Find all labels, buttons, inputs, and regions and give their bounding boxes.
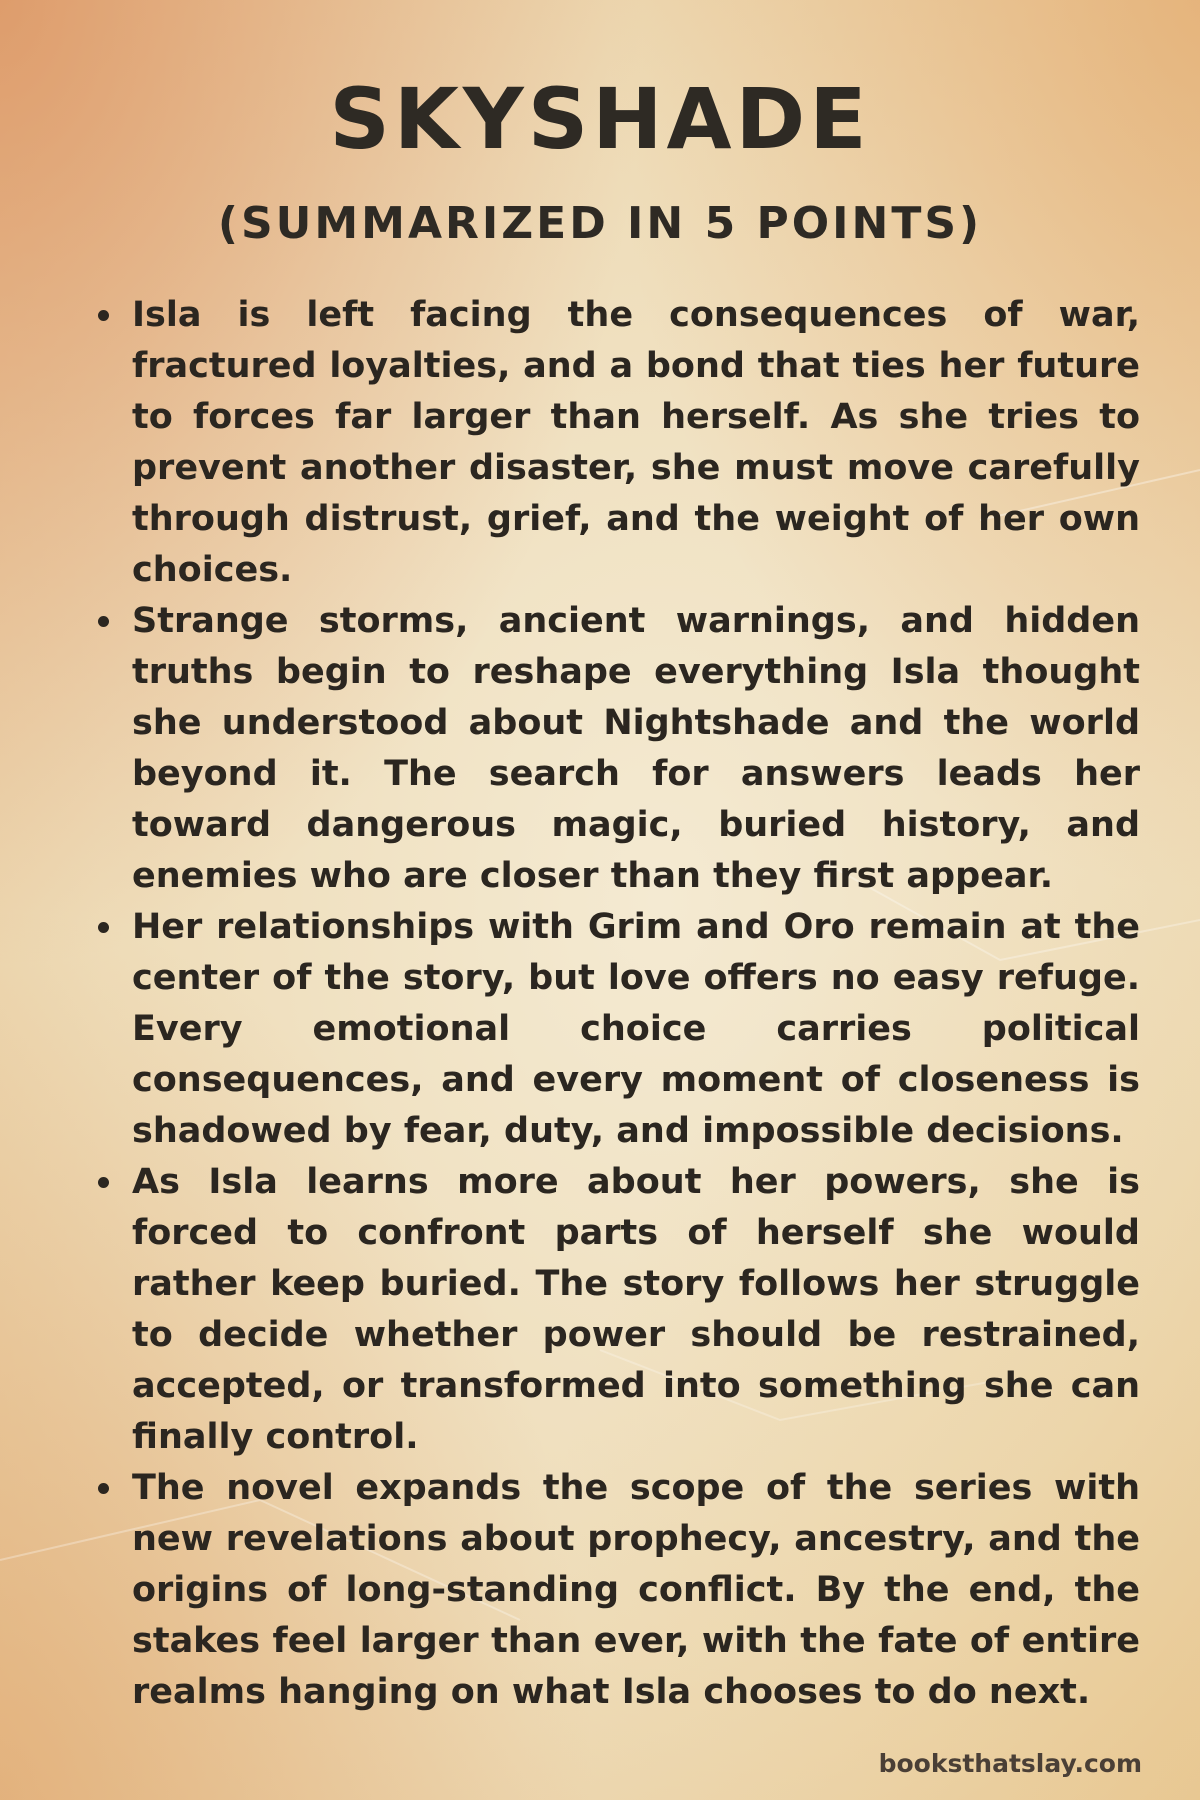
summary-point-text: Her relationships with Grim and Oro remain at the center of the story, but love offers no easy refuge. Every emotional choice carries political consequences, and every moment of closeness is shadowed by fear, duty, and impossible decisions. <box>132 907 1140 1151</box>
site-watermark: booksthatslay.com <box>878 1749 1142 1778</box>
bullet-icon <box>98 616 109 627</box>
summary-point-text: Isla is left facing the consequences of war, fractured loyalties, and a bond that ties her future to forces far larger than herself. As she tries to prevent another disaster, she must move carefully through distrust, grief, and the weight of her own choices. <box>132 295 1140 590</box>
page-title: SKYSHADE <box>329 70 871 168</box>
bullet-icon <box>98 1483 109 1494</box>
page-subtitle: (SUMMARIZED IN 5 POINTS) <box>217 198 983 249</box>
summary-point <box>90 1157 1140 1463</box>
summary-points-list <box>90 290 1140 1718</box>
summary-point <box>90 1463 1140 1718</box>
bullet-icon <box>98 1177 109 1188</box>
summary-point <box>90 596 1140 902</box>
summary-point <box>90 290 1140 596</box>
summary-point <box>90 902 1140 1157</box>
bullet-icon <box>98 310 109 321</box>
bullet-icon <box>98 922 109 933</box>
summary-point-text: As Isla learns more about her powers, she is forced to confront parts of herself she would rather keep buried. The story follows her struggle to decide whether power should be restrained, accepted, or transformed into something she can finally control. <box>132 1162 1140 1457</box>
summary-point-text: Strange storms, ancient warnings, and hidden truths begin to reshape everything Isla thought she understood about Nightshade and the world beyond it. The search for answers leads her toward dangerous magic, buried history, and enemies who are closer than they first appear. <box>132 601 1140 896</box>
summary-point-text: The novel expands the scope of the series with new revelations about prophecy, ancestry, and the origins of long-standing conflict. By the end, the stakes feel larger than ever, with the fate of entire realms hanging on what Isla chooses to do next. <box>132 1468 1140 1712</box>
